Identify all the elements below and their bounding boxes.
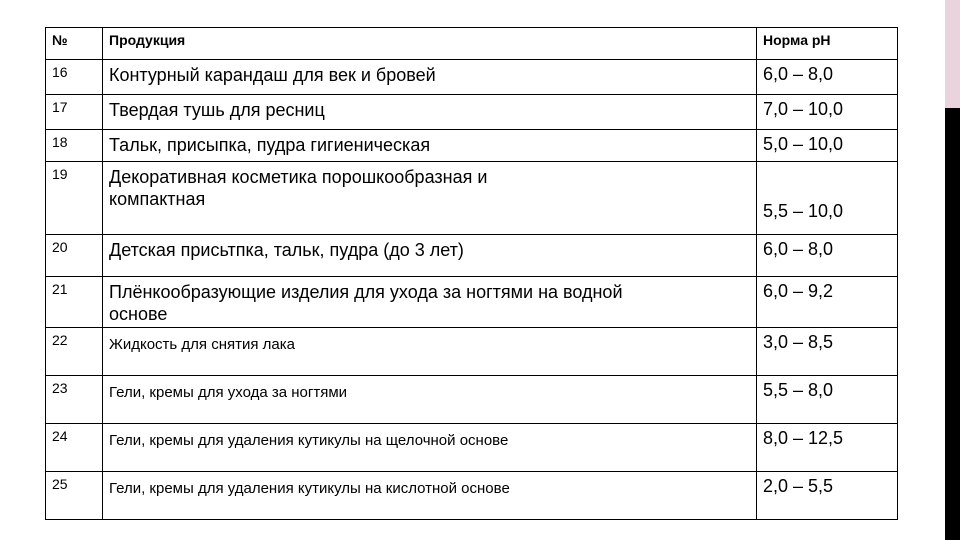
table-row bbox=[46, 60, 898, 95]
row-product-line-1: Плёнкообразующие изделия для ухода за ногтями на водной bbox=[109, 282, 623, 302]
row-product-line-2: компактная bbox=[109, 189, 206, 209]
row-ph: 2,0 – 5,5 bbox=[757, 472, 898, 520]
row-product: Гели, кремы для ухода за ногтями bbox=[103, 376, 757, 424]
row-number: 23 bbox=[46, 376, 103, 424]
row-number: 16 bbox=[46, 60, 103, 95]
row-product bbox=[103, 162, 757, 235]
row-number: 21 bbox=[46, 277, 103, 328]
table-header-row bbox=[46, 28, 898, 60]
header-number: № bbox=[46, 28, 103, 60]
row-ph: 7,0 – 10,0 bbox=[757, 95, 898, 130]
table-row bbox=[46, 130, 898, 162]
decorative-strip-top bbox=[945, 0, 960, 108]
table-row bbox=[46, 376, 898, 424]
row-number: 19 bbox=[46, 162, 103, 235]
table-row bbox=[46, 95, 898, 130]
table-row bbox=[46, 328, 898, 376]
row-number: 20 bbox=[46, 235, 103, 277]
header-ph-norm: Норма рН bbox=[757, 28, 898, 60]
row-product-line-2: основе bbox=[109, 304, 168, 324]
row-ph: 5,5 – 8,0 bbox=[757, 376, 898, 424]
row-product: Твердая тушь для ресниц bbox=[103, 95, 757, 130]
row-ph: 3,0 – 8,5 bbox=[757, 328, 898, 376]
ph-norms-table bbox=[45, 27, 898, 520]
table-row bbox=[46, 424, 898, 472]
row-product: Детская присьтпка, тальк, пудра (до 3 лет) bbox=[103, 235, 757, 277]
row-ph: 6,0 – 8,0 bbox=[757, 235, 898, 277]
row-number: 17 bbox=[46, 95, 103, 130]
table-row bbox=[46, 277, 898, 328]
table-row bbox=[46, 235, 898, 277]
row-number: 22 bbox=[46, 328, 103, 376]
row-number: 24 bbox=[46, 424, 103, 472]
row-number: 18 bbox=[46, 130, 103, 162]
header-product: Продукция bbox=[103, 28, 757, 60]
table-row bbox=[46, 472, 898, 520]
table-row bbox=[46, 162, 898, 235]
row-product-line-1: Декоративная косметика порошкообразная и bbox=[109, 167, 488, 187]
row-ph: 5,5 – 10,0 bbox=[757, 162, 898, 235]
decorative-strip-bottom bbox=[945, 108, 960, 540]
row-number: 25 bbox=[46, 472, 103, 520]
row-ph: 6,0 – 8,0 bbox=[757, 60, 898, 95]
row-product: Жидкость для снятия лака bbox=[103, 328, 757, 376]
row-ph: 5,0 – 10,0 bbox=[757, 130, 898, 162]
row-ph: 8,0 – 12,5 bbox=[757, 424, 898, 472]
row-product: Гели, кремы для удаления кутикулы на кислотной основе bbox=[103, 472, 757, 520]
row-product: Тальк, присыпка, пудра гигиеническая bbox=[103, 130, 757, 162]
row-product bbox=[103, 277, 757, 328]
row-product: Контурный карандаш для век и бровей bbox=[103, 60, 757, 95]
row-product: Гели, кремы для удаления кутикулы на щелочной основе bbox=[103, 424, 757, 472]
row-ph: 6,0 – 9,2 bbox=[757, 277, 898, 328]
